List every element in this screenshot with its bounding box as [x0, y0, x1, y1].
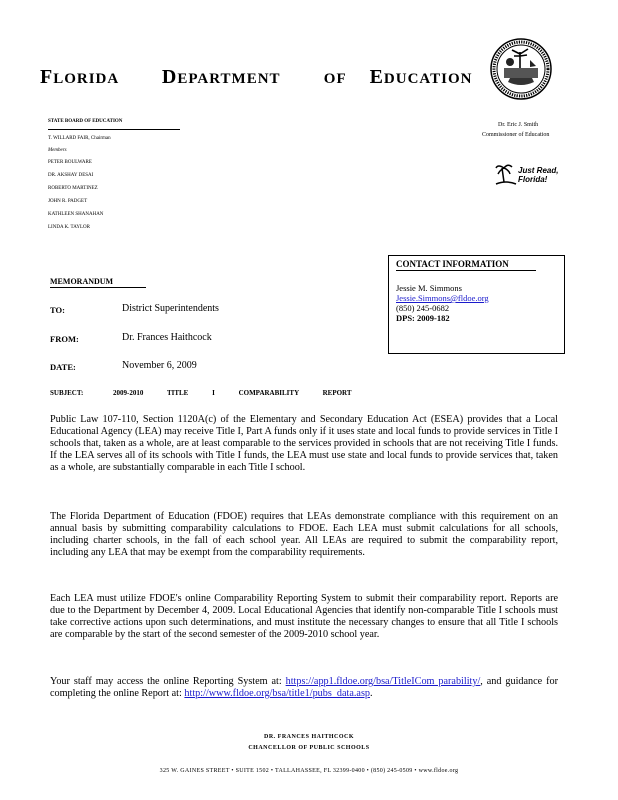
- body-paragraph-2: The Florida Department of Education (FDOE) requires that LEAs demonstrate compliance with this requirement on an annual basis by submitting comparability calculations to FDOE. Each LEA must submit calculations for all schools, including charter schools, in the fall of each school year. All LEAs are required to submit the comparability report, including any LEA that may be exempt from the comparability requirements.: [50, 511, 558, 558]
- from-value: Dr. Frances Haithcock: [122, 332, 212, 343]
- contact-email-link[interactable]: Jessie.Simmons@fldoe.org: [396, 293, 489, 303]
- board-member: JOHN R. PADGET: [48, 199, 88, 204]
- board-member: PETER BOULWARE: [48, 160, 92, 165]
- body-paragraph-3: Each LEA must utilize FDOE's online Comparability Reporting System to submit their comparability report. Reports are due to the Department by December 4, 2009. Local Educational Agencies that identify non-comparable Title I schools must take corrective actions upon such determinations, and must institute the necessary changes to ensure that all Title I schools are comparable by the start of the second semester of the 2009-2010 school year.: [50, 593, 558, 640]
- board-member: LINDA K. TAYLOR: [48, 225, 90, 230]
- memorandum-label: MEMORANDUM: [50, 277, 114, 286]
- body-paragraph-1: Public Law 107-110, Section 1120A(c) of the Elementary and Secondary Education Act (ESEA) provides that a Local Educational Agency (LEA) may receive Title I, Part A funds only if it uses state and local funds to provide services in Title I schools that, taken as a whole, are at least comparable to the services provided in schools that are not receiving Title I funds. If the LEA serves all of its schools with Title I funds, the LEA must use state and local funds to provide services that, taken as a whole, are substantially comparable in each Title I school.: [50, 414, 558, 473]
- department-title: [40, 66, 472, 89]
- board-divider: [48, 129, 180, 130]
- comparability-system-link[interactable]: https://app1.fldoe.org/bsa/TitleICom parability/: [285, 676, 481, 687]
- board-members-label: Members: [48, 148, 67, 153]
- title-word-department: DEPARTMENT: [161, 66, 281, 88]
- board-member: DR. AKSHAY DESAI: [48, 173, 94, 178]
- board-chair: T. WILLARD FAIR, Chairman: [48, 136, 111, 141]
- board-heading: STATE BOARD OF EDUCATION: [48, 119, 123, 124]
- title-word-education: EDUCATION: [369, 66, 473, 88]
- from-label: FROM:: [50, 334, 79, 344]
- contact-dps-number: DPS: 2009-182: [396, 313, 450, 323]
- board-member: ROBERTO MARTINEZ: [48, 186, 98, 191]
- guidance-link[interactable]: http://www.fldoe.org/bsa/title1/pubs_data.asp: [184, 688, 371, 699]
- footer-chancellor-title: CHANCELLOR OF PUBLIC SCHOOLS: [248, 745, 370, 751]
- state-seal-icon: [490, 38, 552, 100]
- date-value: November 6, 2009: [122, 360, 197, 371]
- footer-address: 325 W. GAINES STREET • SUITE 1502 • TALLAHASSEE, FL 32399-0400 • (850) 245-0509 • www.fldoe.org: [159, 768, 459, 774]
- contact-phone: (850) 245-0682: [396, 303, 450, 313]
- body-paragraph-4: Your staff may access the online Reporting System at: https://app1.fldoe.org/bsa/TitleICom parability/, and guidance for completing the online Report at: http://www.fldoe.org/bsa/title1/pubs_data.asp.: [50, 676, 558, 699]
- contact-title: CONTACT INFORMATION: [396, 259, 509, 269]
- to-value: District Superintendents: [122, 303, 219, 314]
- footer-chancellor-name: DR. FRANCES HAITHCOCK: [263, 734, 354, 740]
- subject-label: SUBJECT:: [50, 389, 84, 397]
- to-label: TO:: [50, 305, 65, 315]
- memorandum-divider: [50, 287, 146, 288]
- board-member: KATHLEEN SHANAHAN: [48, 212, 104, 217]
- date-label: DATE:: [50, 362, 76, 372]
- commissioner-name: Dr. Eric J. Smith: [498, 122, 539, 128]
- title-word-florida: FLORIDA: [40, 66, 119, 88]
- title-word-of: OF: [323, 71, 347, 87]
- just-read-florida-text: Just Read, Florida!: [518, 166, 559, 184]
- contact-information-box: [388, 255, 565, 354]
- subject-value: 2009-2010 TITLE I COMPARABILITY REPORT: [113, 389, 352, 397]
- commissioner-title: Commissioner of Education: [482, 132, 550, 138]
- contact-name: Jessie M. Simmons: [396, 283, 462, 293]
